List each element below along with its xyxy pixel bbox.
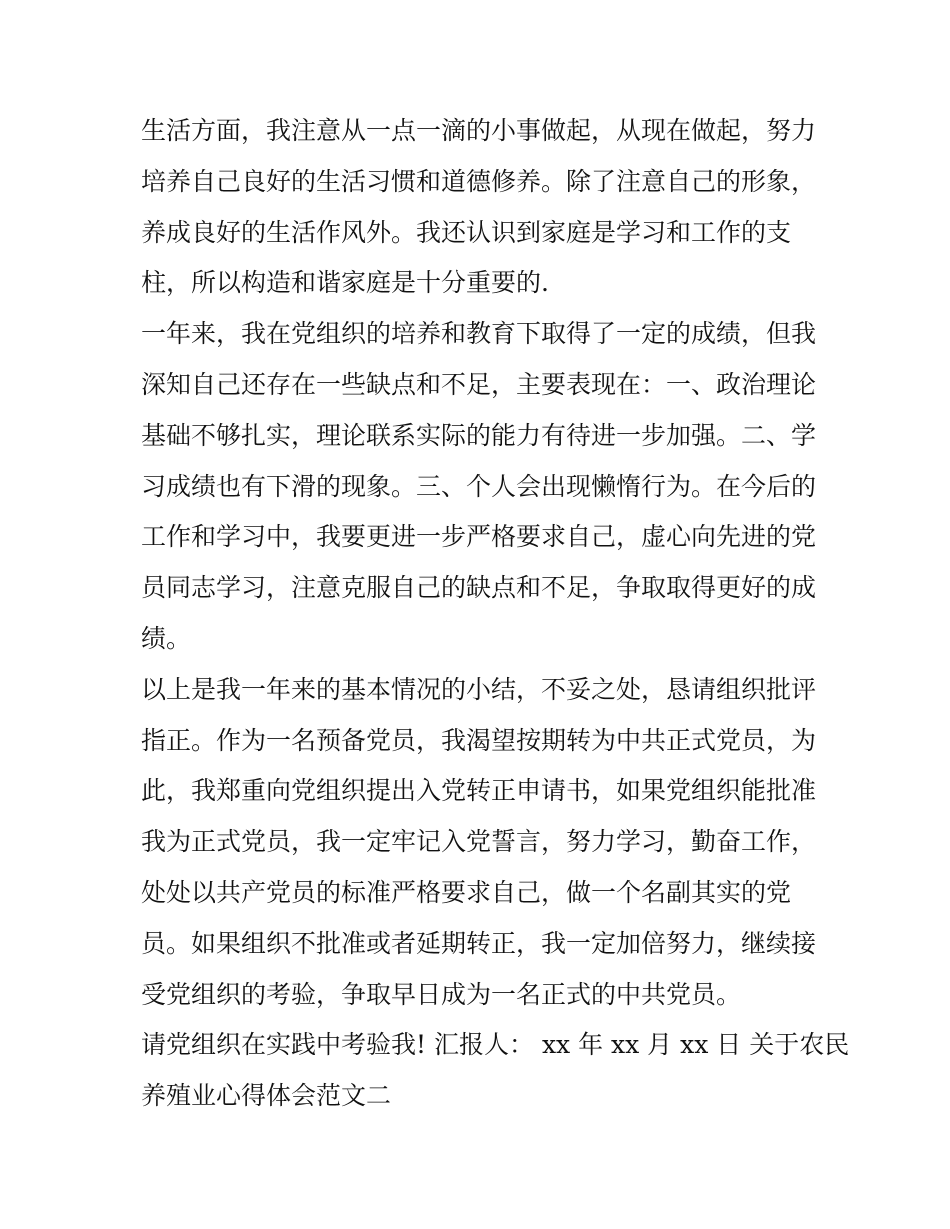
text-line: 养殖业心得体会范文二 [141, 1081, 392, 1111]
text-line: 请党组织在实践中考验我! 汇报人： xx 年 xx 月 xx 日 关于农民 [141, 1030, 850, 1060]
text-line: 处处以共产党员的标准严格要求自己，做一个名副其实的党 [141, 877, 792, 907]
text-line: 深知自己还存在一些缺点和不足，主要表现在：一、政治理论 [141, 369, 817, 399]
text-line: 我为正式党员，我一定牢记入党誓言，努力学习，勤奋工作， [141, 827, 817, 857]
text-line: 生活方面，我注意从一点一滴的小事做起，从现在做起，努力 [141, 116, 817, 145]
text-line: 此，我郑重向党组织提出入党转正申请书，如果党组织能批准 [141, 776, 817, 806]
document-body [141, 106, 850, 1122]
text-line: 员同志学习，注意克服自己的缺点和不足，争取取得更好的成 [141, 573, 817, 603]
text-line: 养成良好的生活作风外。我还认识到家庭是学习和工作的支 [141, 217, 792, 247]
text-line: 柱，所以构造和谐家庭是十分重要的. [141, 268, 549, 298]
text-line: 以上是我一年来的基本情况的小结，不妥之处，恳请组织批评 [141, 674, 817, 704]
text-line: 绩。 [141, 623, 192, 653]
text-line: 一年来，我在党组织的培养和教育下取得了一定的成绩，但我 [141, 319, 817, 349]
text-line: 员。如果组织不批准或者延期转正，我一定加倍努力，继续接 [141, 928, 817, 958]
text-line: 习成绩也有下滑的现象。三、个人会出现懒惰行为。在今后的 [141, 471, 817, 501]
text-line: 指正。作为一名预备党员，我渴望按期转为中共正式党员，为 [141, 725, 817, 755]
text-line: 基础不够扎实，理论联系实际的能力有待进一步加强。二、学 [141, 420, 817, 450]
text-line: 培养自己良好的生活习惯和道德修养。除了注意自己的形象， [141, 166, 817, 196]
text-line: 受党组织的考验，争取早日成为一名正式的中共党员。 [141, 979, 742, 1009]
text-line: 工作和学习中，我要更进一步严格要求自己，虚心向先进的党 [141, 522, 817, 552]
